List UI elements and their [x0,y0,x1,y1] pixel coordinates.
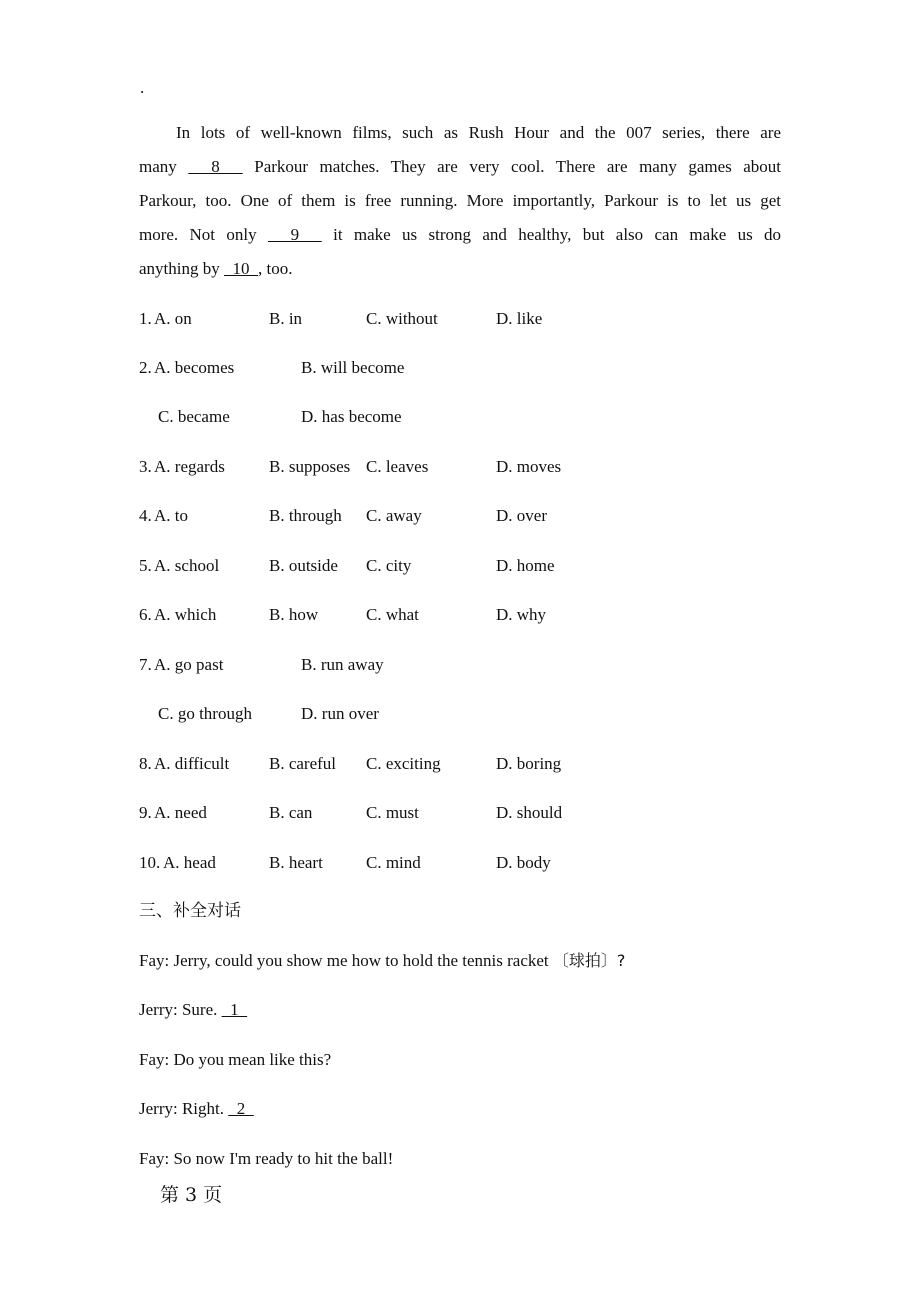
option-d: D. why [496,605,547,624]
option-b: B. run away [301,655,384,674]
answer-blank-10: 10 [224,259,258,278]
passage-line: many 8 Parkour matches. They are very cool. There are many games about [139,157,782,176]
dialogue-line-5: Fay: So now I'm ready to hit the ball! [139,1149,394,1168]
dialogue-line-2: Jerry: Sure. 1 [139,1000,248,1019]
question-number: 1. [139,309,152,328]
passage-line: more. Not only 9 it make us strong and healthy, but also can make us do [139,225,782,244]
question-number: 10. [139,853,161,872]
option-c: C. away [366,506,422,525]
question-number: 6. [139,605,152,624]
passage-line: In lots of well-known films, such as Rush Hour and the 007 series, there are [176,123,781,142]
option-a: A. regards [154,457,225,476]
option-c: C. go through [158,704,252,723]
answer-blank-1: 1 [221,1000,248,1019]
passage-line: Parkour, too. One of them is free running. More importantly, Parkour is to let us get [139,191,781,210]
dialogue-line-3: Fay: Do you mean like this? [139,1050,332,1069]
option-b: B. can [269,803,313,822]
gloss-note: 〔球拍〕? [552,951,626,970]
top-dot: . [140,78,145,97]
dialogue-line-1: Fay: Jerry, could you show me how to hold the tennis racket 〔球拍〕? [139,951,626,970]
option-b: B. in [269,309,303,328]
option-c: C. must [366,803,419,822]
option-a: A. head [163,853,216,872]
passage-line: anything by 10 , too. [139,259,293,278]
option-d: D. should [496,803,563,822]
option-d: D. like [496,309,543,328]
option-c: C. became [158,407,230,426]
question-number: 2. [139,358,152,377]
question-number: 8. [139,754,152,773]
question-number: 5. [139,556,152,575]
answer-blank-8: 8 [188,157,243,176]
option-a: A. on [154,309,192,328]
passage [139,116,781,286]
option-b: B. careful [269,754,337,773]
option-a: A. need [154,803,207,822]
page-number: 第 3 页 [160,1184,223,1206]
option-d: D. has become [301,407,402,426]
option-b: B. supposes [269,457,351,476]
question-number: 4. [139,506,152,525]
option-d: D. boring [496,754,562,773]
option-c: C. leaves [366,457,429,476]
option-c: C. without [366,309,438,328]
option-a: A. to [154,506,188,525]
option-c: C. what [366,605,419,624]
option-a: A. difficult [154,754,230,773]
option-c: C. city [366,556,412,575]
option-d: D. home [496,556,555,575]
option-a: A. becomes [154,358,235,377]
option-b: B. through [269,506,342,525]
option-a: A. go past [154,655,224,674]
option-b: B. how [269,605,319,624]
option-d: D. run over [301,704,379,723]
option-b: B. heart [269,853,323,872]
answer-blank-9: 9 [267,225,322,244]
question-number: 7. [139,655,152,674]
option-a: A. school [154,556,220,575]
question-number: 3. [139,457,152,476]
option-c: C. mind [366,853,421,872]
option-d: D. over [496,506,547,525]
option-d: D. moves [496,457,562,476]
option-d: D. body [496,853,551,872]
section-heading: 三、补全对话 [139,901,241,921]
answer-blank-2: 2 [228,1099,254,1118]
option-a: A. which [154,605,217,624]
option-b: B. outside [269,556,338,575]
option-c: C. exciting [366,754,441,773]
question-number: 9. [139,803,152,822]
option-b: B. will become [301,358,405,377]
dialogue-line-4: Jerry: Right. 2 [139,1099,254,1118]
